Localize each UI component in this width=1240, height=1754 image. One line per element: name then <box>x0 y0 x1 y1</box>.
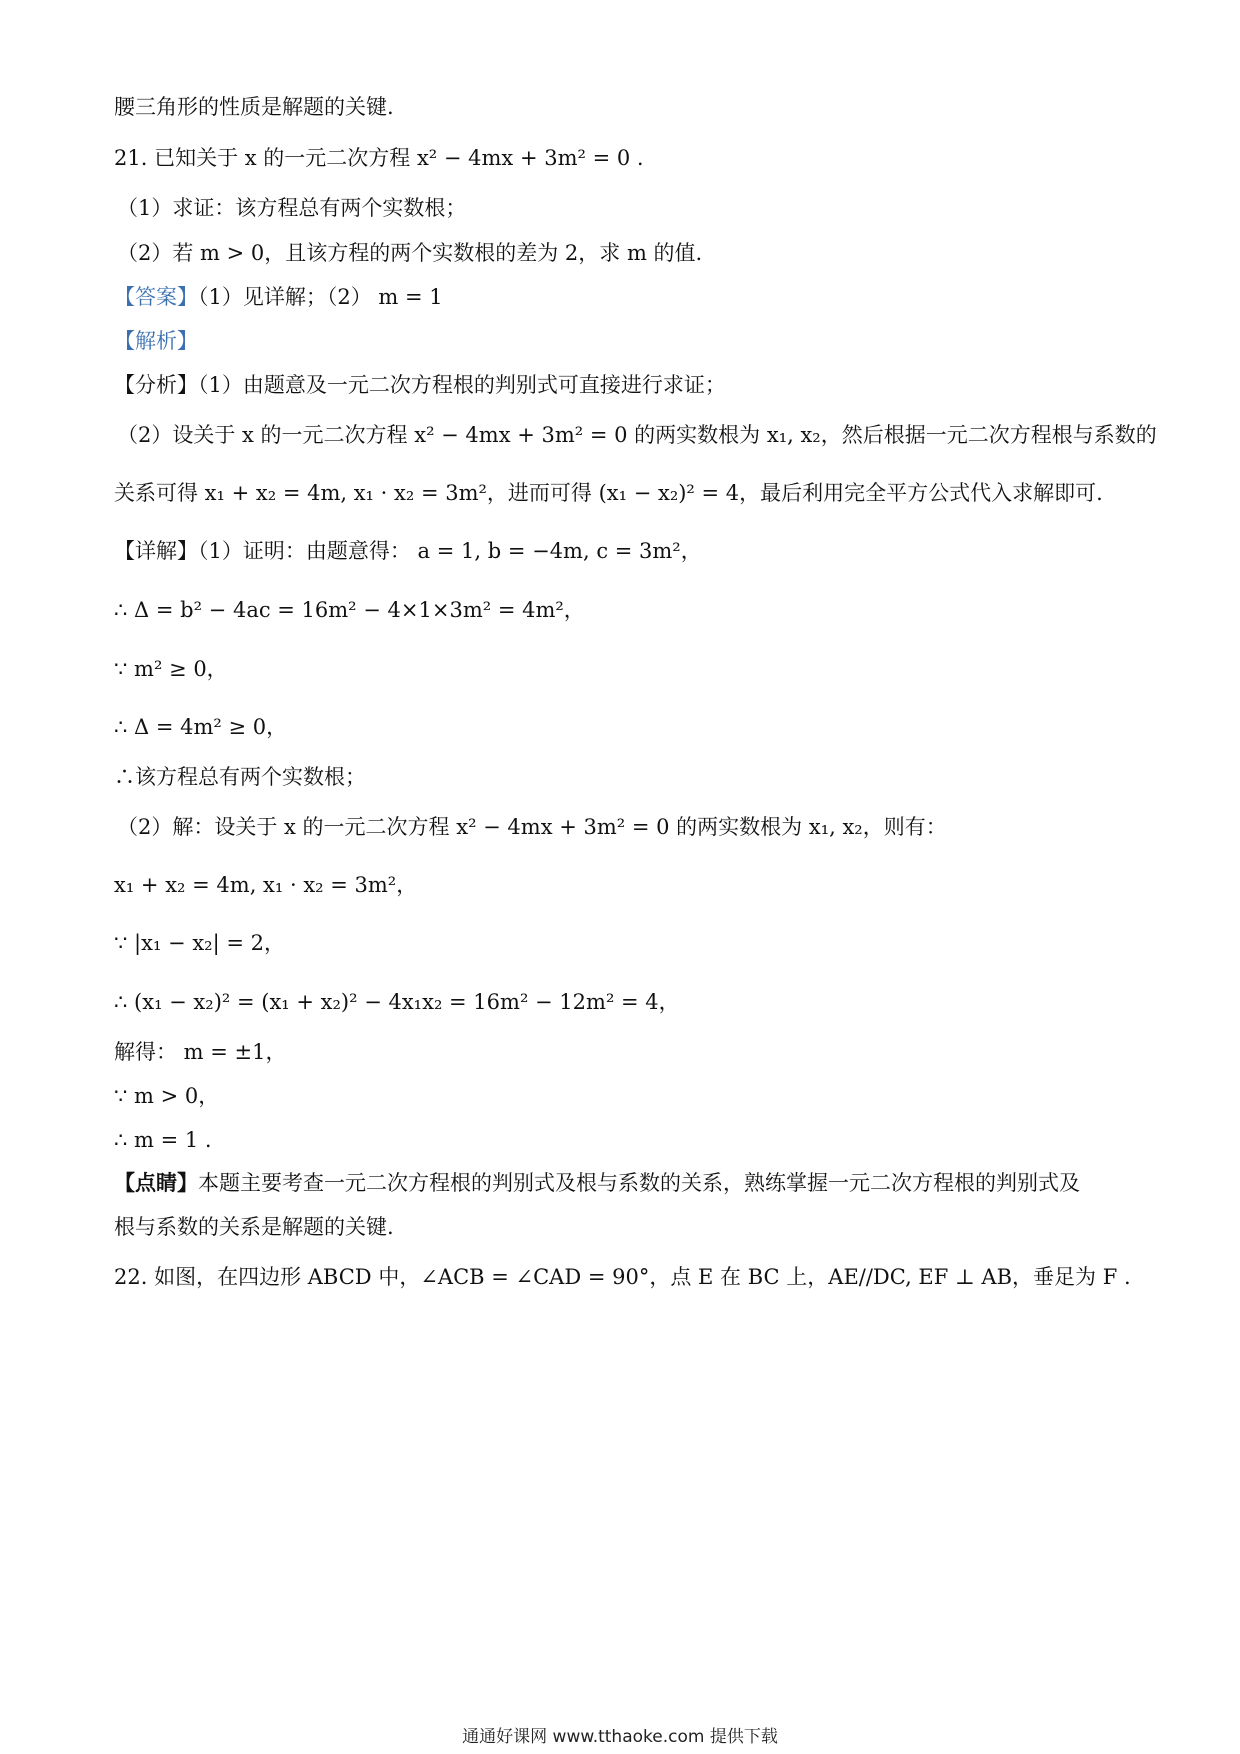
answer-line <box>114 282 443 312</box>
math-line: ∵ m² ≥ 0， <box>114 657 228 681</box>
answer-tag: 【答案】 <box>114 285 198 309</box>
question-21-stem: 21. 已知关于 x 的一元二次方程 x² − 4mx + 3m² = 0 . <box>114 146 644 170</box>
detail-text: （1）证明：由题意得： a = 1, b = −4m, c = 3m²， <box>198 539 702 563</box>
text-line: ∴该方程总有两个实数根； <box>114 765 366 789</box>
detail-tag: 【详解】 <box>114 539 198 563</box>
math-line: ∴ Δ = 4m² ≥ 0， <box>114 715 288 739</box>
math-line: ∴ (x₁ − x₂)² = (x₁ + x₂)² − 4x₁x₂ = 16m² − 12m² = 4， <box>114 990 680 1014</box>
comment-line-2: 根与系数的关系是解题的关键. <box>114 1215 394 1239</box>
math-line: 解得： m = ±1， <box>114 1040 287 1064</box>
math-line: x₁ + x₂ = 4m, x₁ · x₂ = 3m²， <box>114 873 418 897</box>
text-line: 腰三角形的性质是解题的关键. <box>114 95 394 119</box>
math-line: ∴ Δ = b² − 4ac = 16m² − 4×1×3m² = 4m²， <box>114 598 585 622</box>
analysis-text: （1）由题意及一元二次方程根的判别式可直接进行求证； <box>198 373 726 397</box>
analysis-heading <box>114 326 198 356</box>
analysis-sub-tag: 【分析】 <box>114 373 198 397</box>
question-21-part-1: （1）求证：该方程总有两个实数根； <box>117 196 467 220</box>
comment-tag: 【点睛】 <box>114 1170 198 1195</box>
question-22-stem: 22. 如图，在四边形 ABCD 中，∠ACB = ∠CAD = 90°，点 E 在 BC 上，AE//DC, EF ⊥ AB，垂足为 F . <box>114 1265 1131 1289</box>
comment-line-1 <box>114 1168 1080 1198</box>
analysis-line-2: （2）设关于 x 的一元二次方程 x² − 4mx + 3m² = 0 的两实数根为 x₁, x₂，然后根据一元二次方程根与系数的 <box>117 423 1157 447</box>
math-line: ∵ |x₁ − x₂| = 2， <box>114 931 285 955</box>
detail-part-2: （2）解：设关于 x 的一元二次方程 x² − 4mx + 3m² = 0 的两实数根为 x₁, x₂，则有： <box>117 815 947 839</box>
math-line: ∴ m = 1 . <box>114 1128 212 1152</box>
analysis-line-1 <box>114 370 726 400</box>
footer-watermark: 通通好课网 www.tthaoke.com 提供下载 <box>462 1727 778 1747</box>
analysis-tag: 【解析】 <box>114 329 198 353</box>
comment-text: 本题主要考查一元二次方程根的判别式及根与系数的关系，熟练掌握一元二次方程根的判别式及 <box>198 1171 1080 1195</box>
detail-line-1 <box>114 536 702 566</box>
analysis-line-3: 关系可得 x₁ + x₂ = 4m, x₁ · x₂ = 3m²，进而可得 (x₁ − x₂)² = 4，最后利用完全平方公式代入求解即可. <box>114 481 1103 505</box>
answer-text: （1）见详解；（2） m = 1 <box>198 285 443 309</box>
question-21-part-2: （2）若 m > 0，且该方程的两个实数根的差为 2，求 m 的值. <box>117 241 703 265</box>
math-line: ∵ m > 0， <box>114 1084 220 1108</box>
